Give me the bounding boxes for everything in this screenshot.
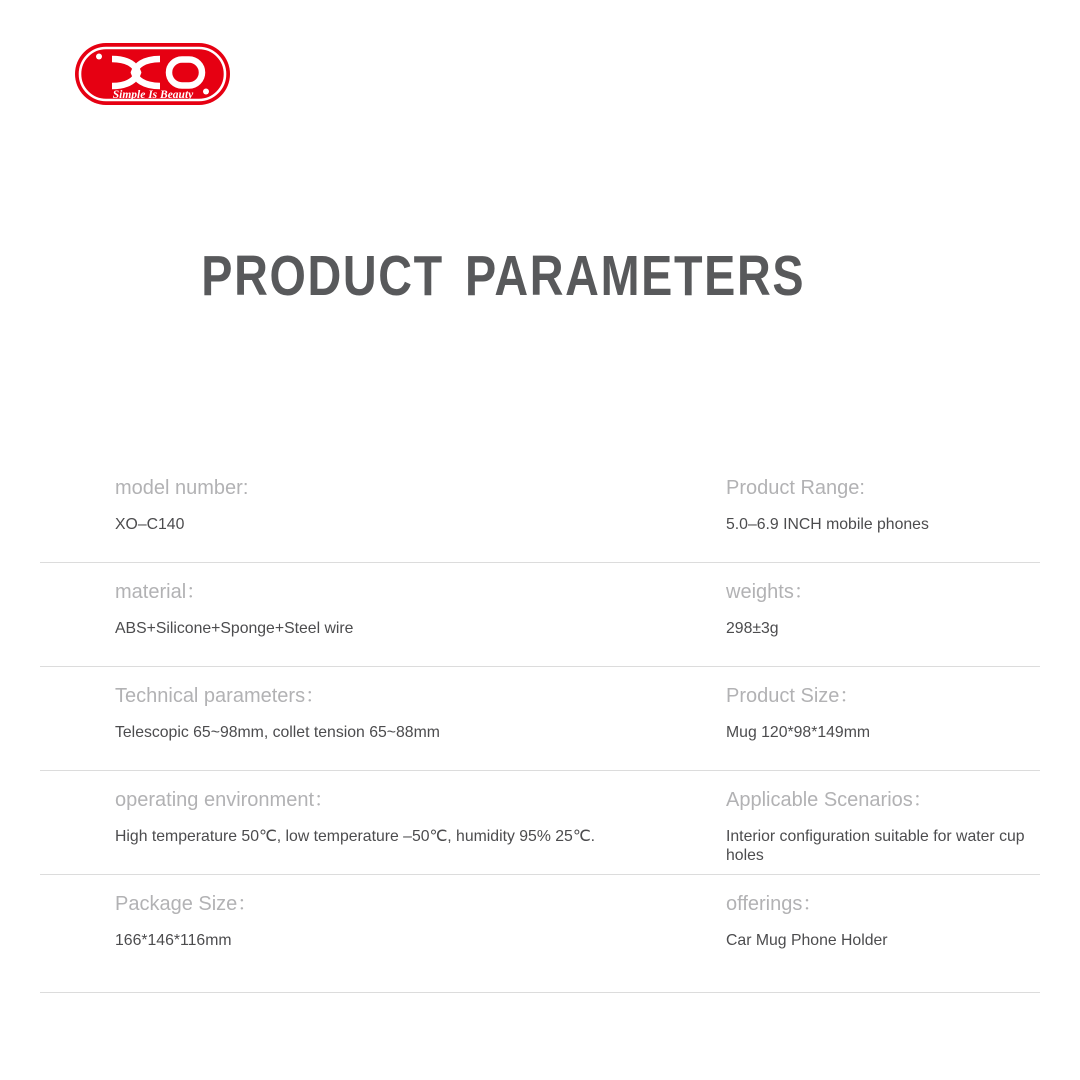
spec-label: operating environment： xyxy=(115,789,335,811)
spec-value: Telescopic 65~98mm, collet tension 65~88mm xyxy=(115,724,440,741)
spec-value: Car Mug Phone Holder xyxy=(726,932,888,949)
xo-logo-graphic xyxy=(75,43,230,105)
spec-cell-product-size xyxy=(726,684,1040,770)
spec-cell-offerings xyxy=(726,892,1040,992)
spec-label: weights： xyxy=(726,581,814,603)
spec-cell-model-number xyxy=(115,476,726,562)
spec-label: Product Range: xyxy=(726,477,865,499)
spec-value: High temperature 50℃, low temperature –50℃, humidity 95% 25℃. xyxy=(115,828,595,845)
spec-row-model-and-range xyxy=(40,459,1040,563)
spec-row-package-and-offerings xyxy=(40,875,1040,993)
xo-logo xyxy=(75,43,230,105)
logo-dot-bottom-right xyxy=(203,89,209,95)
spec-cell-product-range xyxy=(726,476,1040,562)
page-title: PRODUCT PARAMETERS xyxy=(201,244,805,308)
spec-cell-weights xyxy=(726,580,1040,666)
spec-label: offerings： xyxy=(726,893,823,915)
spec-value: Interior configuration suitable for water cup holes xyxy=(726,828,1025,864)
spec-label: Product Size： xyxy=(726,685,860,707)
spec-cell-operating-environment xyxy=(115,788,726,874)
spec-cell-technical-parameters xyxy=(115,684,726,770)
spec-label: Package Size： xyxy=(115,893,258,915)
spec-cell-material xyxy=(115,580,726,666)
spec-value: 5.0–6.9 INCH mobile phones xyxy=(726,516,929,533)
spec-label: Technical parameters： xyxy=(115,685,326,707)
spec-value: Mug 120*98*149mm xyxy=(726,724,871,741)
title-container xyxy=(0,244,1080,308)
logo-tagline: Simple Is Beauty xyxy=(112,89,194,101)
spec-row-environment-and-scenarios xyxy=(40,771,1040,875)
spec-value: 298±3g xyxy=(726,620,779,637)
logo-dot-top-left xyxy=(96,54,102,60)
spec-value: ABS+Silicone+Sponge+Steel wire xyxy=(115,620,354,637)
spec-cell-applicable-scenarios xyxy=(726,788,1040,874)
spec-label: material： xyxy=(115,581,207,603)
spec-label: model number: xyxy=(115,477,249,499)
spec-table xyxy=(40,459,1040,993)
spec-value: XO–C140 xyxy=(115,516,185,533)
spec-row-material-and-weights xyxy=(40,563,1040,667)
spec-value: 166*146*116mm xyxy=(115,932,232,949)
spec-cell-package-size xyxy=(115,892,726,992)
spec-row-technical-and-size xyxy=(40,667,1040,771)
spec-label: Applicable Scenarios： xyxy=(726,789,933,811)
